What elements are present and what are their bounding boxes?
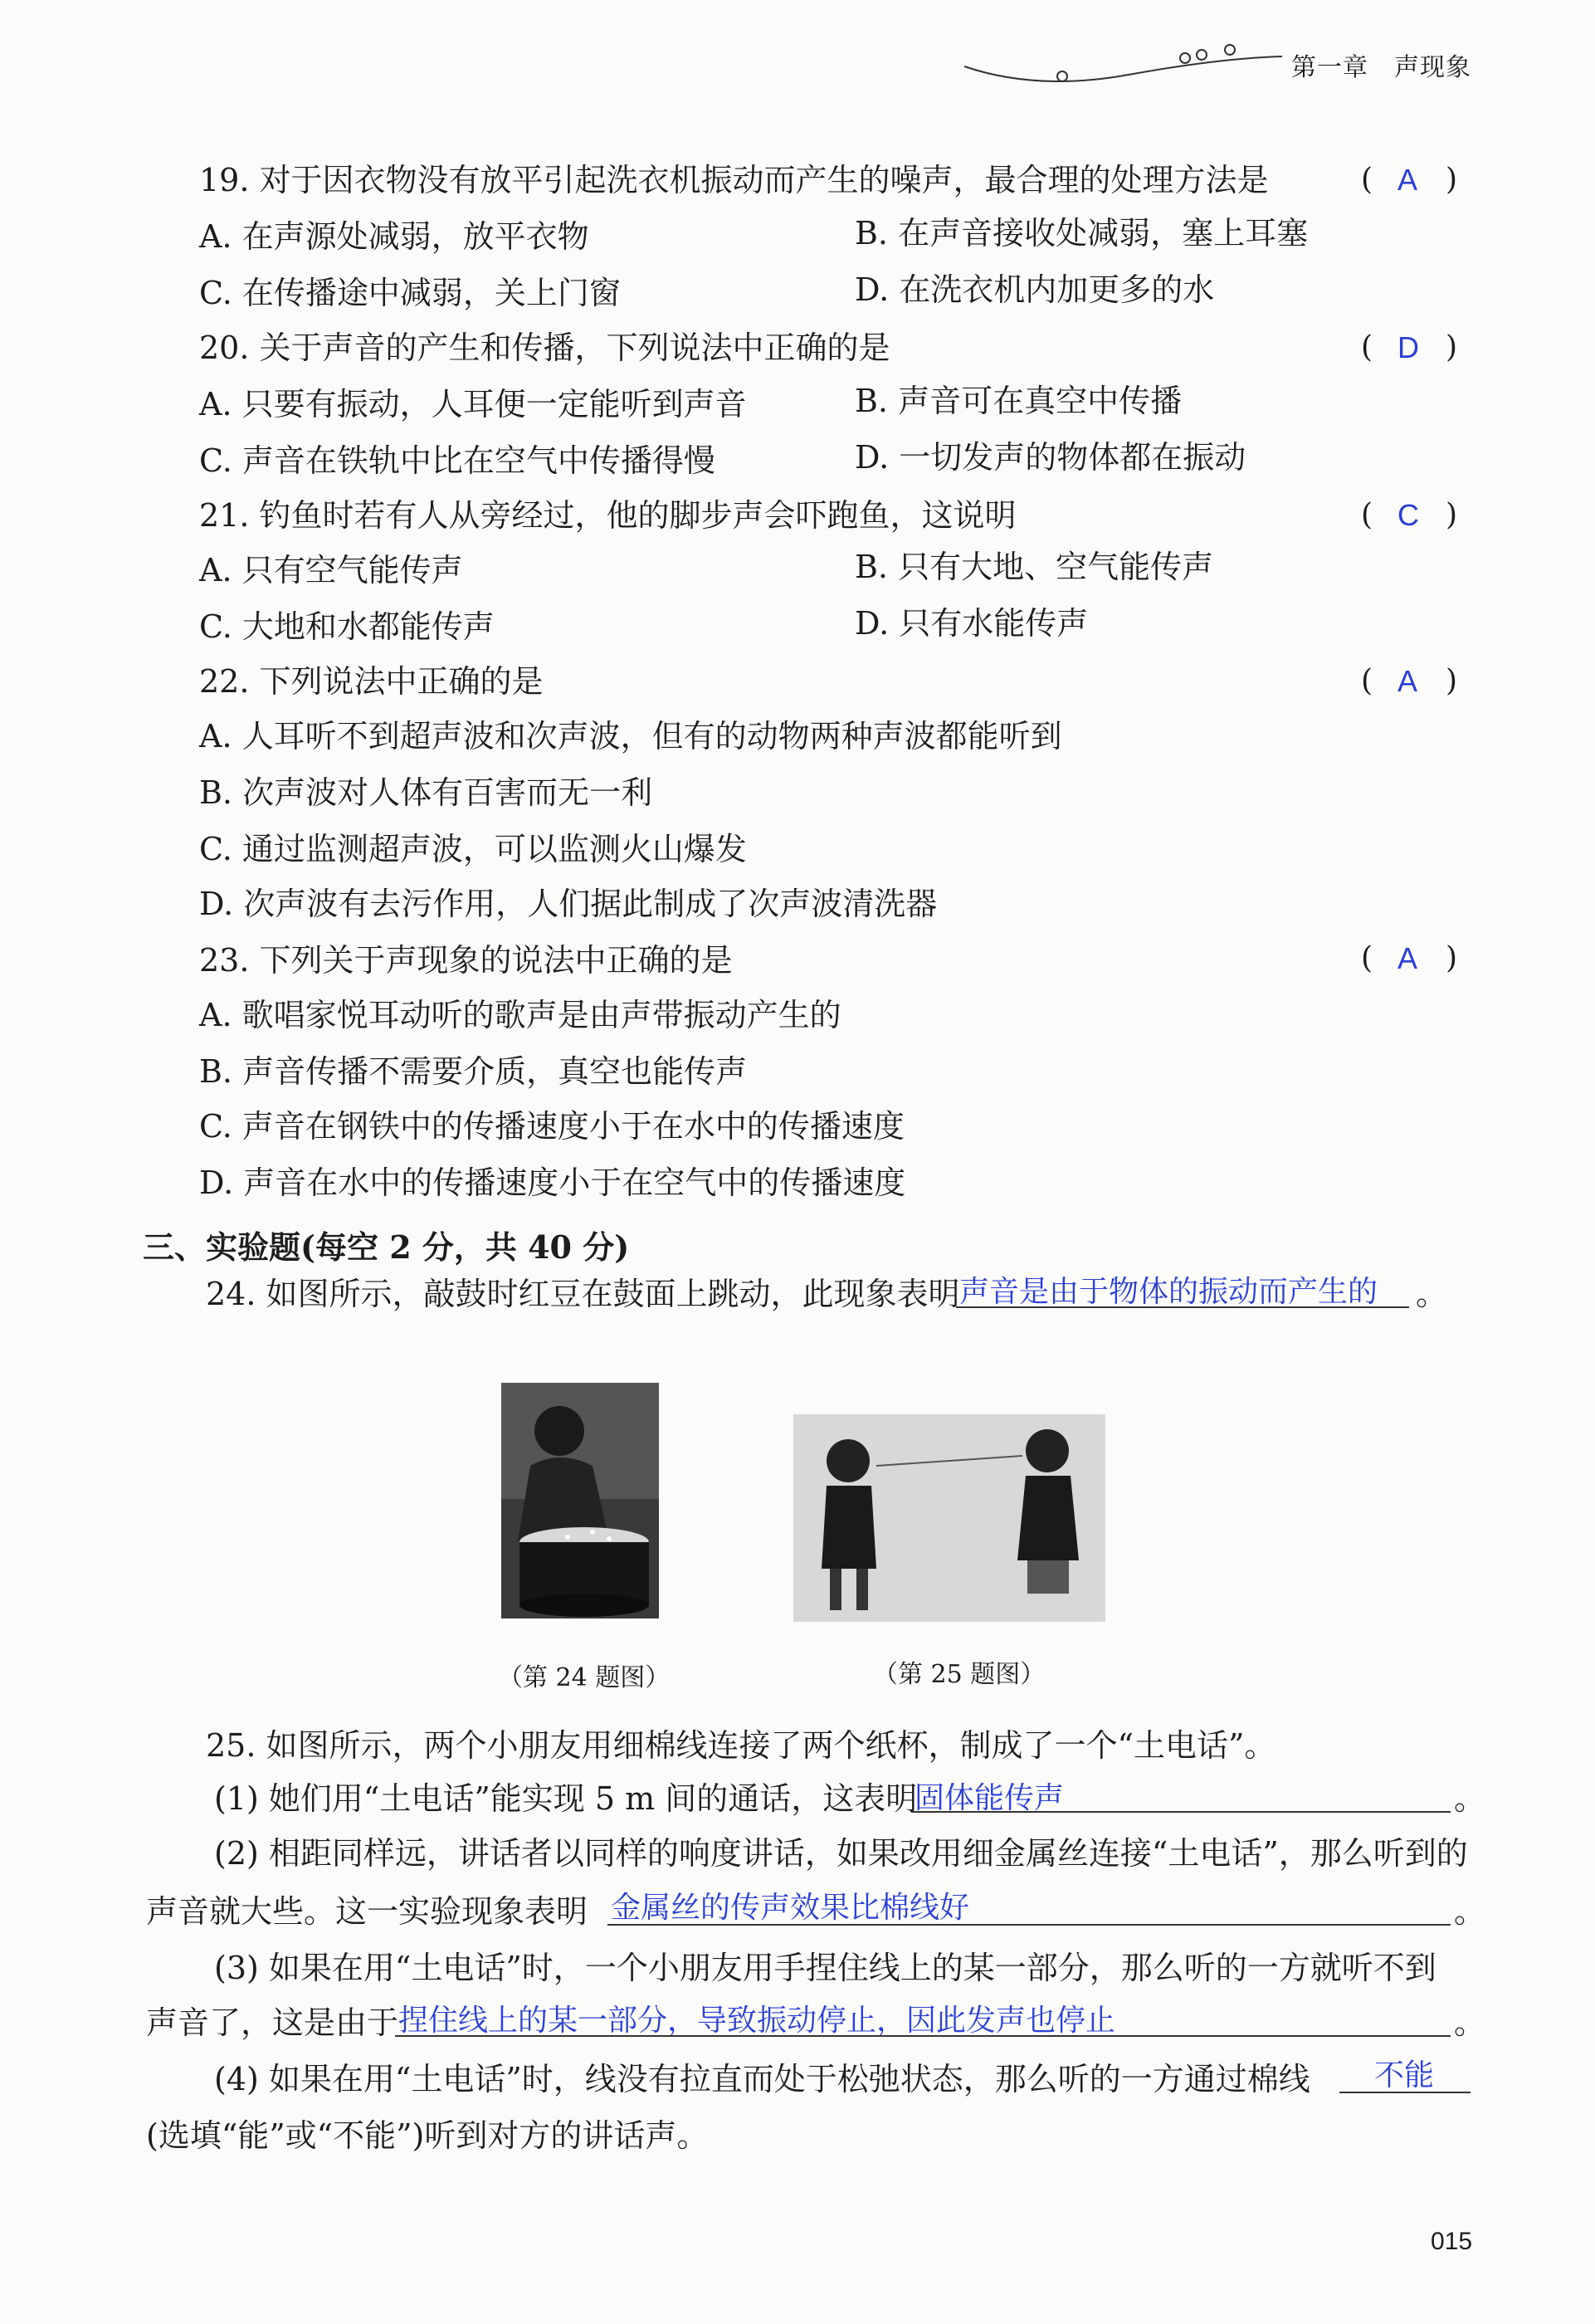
q21-answer: C: [1397, 498, 1419, 532]
q25-part2-period: 。: [1454, 1893, 1486, 1930]
q21-stem: 21. 钓鱼时若有人从旁经过，他的脚步声会吓跑鱼，这说明: [199, 497, 1017, 534]
q19-stem: 19. 对于因衣物没有放平引起洗衣机振动而产生的噪声，最合理的处理方法是: [199, 162, 1269, 198]
figure-24-caption: （第 24 题图）: [498, 1663, 671, 1692]
q25-stem: 25. 如图所示，两个小朋友用细棉线连接了两个纸杯，制成了一个“土电话”。: [206, 1727, 1276, 1764]
q21-paren-open: (: [1361, 498, 1373, 532]
q24-answer: 声音是由于物体的振动而产生的: [959, 1275, 1378, 1309]
q25-answer4: 不能: [1374, 2058, 1435, 2092]
q23-paren-close: ): [1446, 941, 1458, 975]
q25-part3-line1: (3) 如果在用“土电话”时，一个小朋友用手捏住线上的某一部分，那么听的一方就听不到: [214, 1950, 1436, 1986]
q25-part1: (1) 她们用“土电话”能实现 5 m 间的通话，这表明: [214, 1780, 918, 1817]
q23-option-a: A. 歌唱家悦耳动听的歌声是由声带振动产生的: [199, 997, 841, 1033]
q25-answer2-line: [607, 1924, 1451, 1926]
q19-paren-open: (: [1361, 163, 1373, 197]
q20-option-c: C. 声音在铁轨中比在空气中传播得慢: [199, 442, 715, 479]
page-number: 015: [1431, 2228, 1473, 2255]
q23-option-d: D. 声音在水中的传播速度小于在空气中的传播速度: [199, 1164, 906, 1201]
q25-answer3-line: [395, 2035, 1451, 2037]
q25-answer4-line: [1339, 2092, 1471, 2093]
q19-option-b: B. 在声音接收处减弱，塞上耳塞: [855, 215, 1309, 251]
q22-option-b: B. 次声波对人体有百害而无一利: [199, 774, 653, 811]
q25-answer3: 捏住线上的某一部分，导致振动停止，因此发声也停止: [398, 2004, 1116, 2038]
q23-answer: A: [1397, 941, 1418, 975]
q22-paren-close: ): [1446, 664, 1458, 698]
q20-option-b: B. 声音可在真空中传播: [855, 383, 1183, 419]
drum-photo: [501, 1383, 659, 1618]
q25-answer2: 金属丝的传声效果比棉线好: [611, 1891, 970, 1925]
q19-paren-close: ): [1446, 163, 1458, 197]
header-decoration: [963, 33, 1286, 91]
q25-answer1: 固体能传声: [915, 1781, 1065, 1815]
q21-option-a: A. 只有空气能传声: [199, 552, 463, 588]
q21-option-c: C. 大地和水都能传声: [199, 608, 495, 645]
q22-option-c: C. 通过监测超声波，可以监测火山爆发: [199, 831, 747, 867]
q22-option-d: D. 次声波有去污作用，人们据此制成了次声波清洗器: [199, 886, 938, 922]
q25-part3-line2: 声音了，这是由于: [146, 2004, 399, 2041]
q21-paren-close: ): [1446, 498, 1458, 532]
q20-answer: D: [1397, 330, 1419, 364]
tin-can-phone-photo: [793, 1414, 1105, 1622]
q19-option-c: C. 在传播途中减弱，关上门窗: [199, 275, 621, 311]
q19-option-a: A. 在声源处减弱，放平衣物: [199, 218, 589, 255]
q23-option-b: B. 声音传播不需要介质，真空也能传声: [199, 1053, 748, 1090]
q24-period: 。: [1416, 1276, 1448, 1312]
q21-option-b: B. 只有大地、空气能传声: [855, 549, 1214, 585]
q19-answer: A: [1397, 163, 1418, 197]
q25-part4-line1: (4) 如果在用“土电话”时，线没有拉直而处于松弛状态，那么听的一方通过棉线: [214, 2061, 1310, 2097]
q24-stem: 24. 如图所示，敲鼓时红豆在鼓面上跳动，此现象表明: [206, 1276, 960, 1312]
q22-stem: 22. 下列说法中正确的是: [199, 663, 544, 700]
q25-part1-period: 。: [1454, 1780, 1486, 1817]
chapter-title: 第一章 声现象: [1291, 53, 1471, 82]
q25-part2-line2: 声音就大些。这一实验现象表明: [146, 1893, 588, 1930]
q20-paren-close: ): [1446, 330, 1458, 364]
q23-option-c: C. 声音在钢铁中的传播速度小于在水中的传播速度: [199, 1108, 905, 1145]
section-title: 三、实验题(每空 2 分，共 40 分): [143, 1228, 630, 1266]
q25-part2-line1: (2) 相距同样远，讲话者以同样的响度讲话，如果改用细金属丝连接“土电话”，那么听到的: [214, 1835, 1468, 1872]
q23-stem: 23. 下列关于声现象的说法中正确的是: [199, 942, 733, 979]
q19-option-d: D. 在洗衣机内加更多的水: [855, 271, 1215, 308]
q25-part4-line2: (选填“能”或“不能”)听到对方的讲话声。: [146, 2117, 709, 2154]
q22-answer: A: [1397, 664, 1418, 698]
q25-answer1-line: [911, 1811, 1451, 1813]
q21-option-d: D. 只有水能传声: [855, 605, 1089, 642]
figure-25-caption: （第 25 题图）: [873, 1660, 1046, 1689]
q24-answer-line: [956, 1306, 1409, 1308]
q22-option-a: A. 人耳听不到超声波和次声波，但有的动物两种声波都能听到: [199, 718, 1062, 754]
q20-option-d: D. 一切发声的物体都在振动: [855, 439, 1246, 476]
q25-part3-period: 。: [1454, 2004, 1486, 2041]
q22-paren-open: (: [1361, 664, 1373, 698]
q23-paren-open: (: [1361, 941, 1373, 975]
q20-option-a: A. 只要有振动，人耳便一定能听到声音: [199, 386, 747, 422]
q20-paren-open: (: [1361, 330, 1373, 364]
q20-stem: 20. 关于声音的产生和传播，下列说法中正确的是: [199, 330, 890, 366]
